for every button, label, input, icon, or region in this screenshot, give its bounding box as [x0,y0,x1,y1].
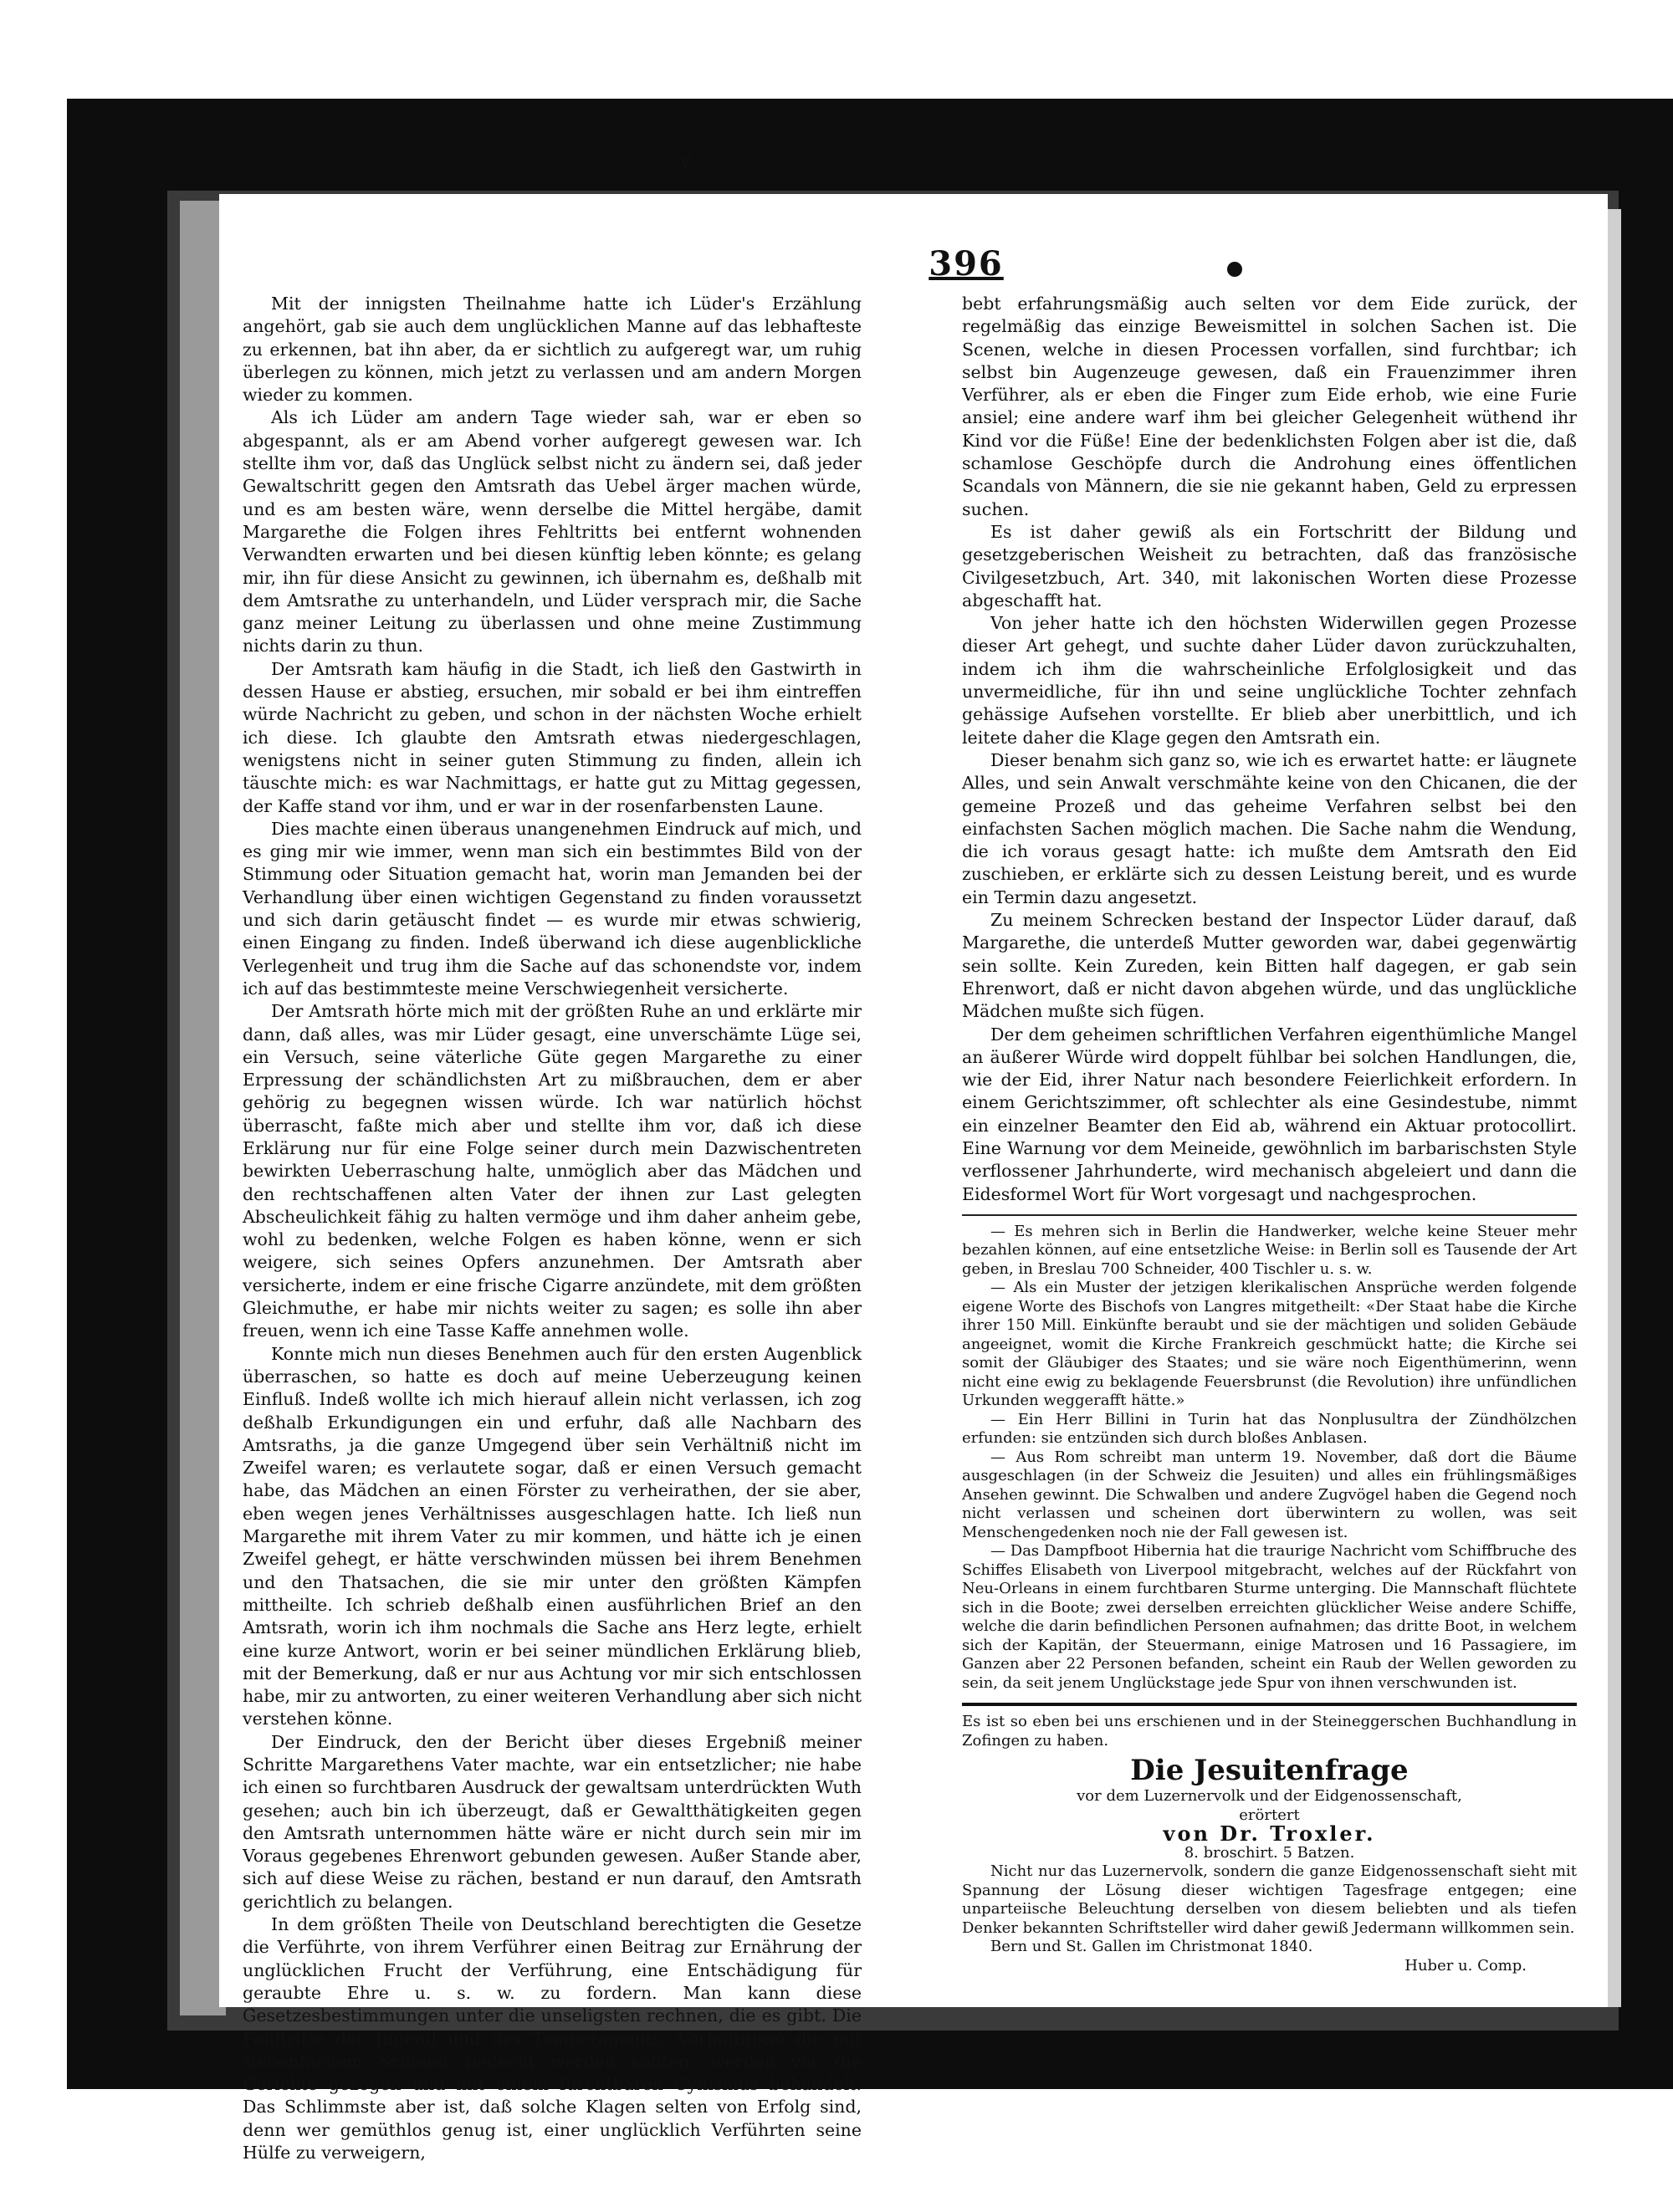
page-number: 396 [929,244,1004,284]
book-description: Nicht nur das Luzernervolk, sondern die ganze Eidgenossenschaft sieht mit Spannung der Lösung dieser wichtigen Tagesfrage entgegen; eine unparteiische Beleuchtung derselben von diesem beliebten und als tiefen Denker bekannten Schriftsteller wird daher gewiß Jedermann willkommen sein. [962,1862,1577,1937]
story-paragraph: Zu meinem Schrecken bestand der Inspector Lüder darauf, daß Margarethe, die unterdeß Mutter geworden war, dabei gegenwärtig sein sollte. Kein Zureden, kein Bitten half dagegen, er gab sein Ehrenwort, daß er nicht davon abgehen würde, und das unglückliche Mädchen mußte sich fügen. [962,910,1577,1022]
advertisement [962,1713,1577,1975]
news-item: — Ein Herr Billini in Turin hat das Nonplusultra der Zündhölzchen erfunden: sie entzünden sich durch bloßes Anblasen. [962,1410,1577,1448]
story-paragraph: Mit der innigsten Theilnahme hatte ich Lüder's Erzählung angehört, gab sie auch dem unglücklichen Manne auf das lebhafteste zu erkennen, bat ihn aber, da er sichtlich zu aufgeregt war, um ruhig überlegen zu können, mich jetzt zu verlassen und am andern Morgen wieder zu kommen. [243,294,862,406]
book-author: von Dr. Troxler. [1163,1821,1376,1847]
story-paragraph: Es ist daher gewiß als ein Fortschritt der Bildung und gesetzgeberischen Weisheit zu betrachten, daß das französische Civilgesetzbuch, Art. 340, mit lakonischen Worten diese Prozesse abgeschafft hat. [962,521,1577,610]
news-item: — Es mehren sich in Berlin die Handwerker, welche keine Steuer mehr bezahlen können, auf eine entsetzliche Weise: in Berlin soll es Tausende der Art geben, in Breslau 700 Schneider, 400 Tischler u. s. w. [962,1222,1577,1278]
ad-intro: Es ist so eben bei uns erschienen und in der Steineggerschen Buchhandlung in Zofingen zu haben. [962,1713,1577,1750]
story-paragraph: In dem größten Theile von Deutschland berechtigten die Gesetze die Verführte, von ihrem Verführer einen Beitrag zur Ernährung der unglücklichen Frucht der Verführung, eine Entschädigung für geraubte Ehre u. s. w. zu fordern. Man kann diese Gesetzesbestimmungen unter die unseligsten rechnen, die es gibt. Die Fehltritte der Jugend und des Temperaments, Verhältnisse die mit siebenfachem Schleier bedeckt werden sollten, werden vor die Gerichte gezogen und mit einem furchtbaren Cynismus behandelt. Das Schlimmste aber ist, daß solche Klagen selten von Erfolg sind, denn wer gemüthlos genug ist, einer unglücklich Verführten seine Hülfe zu verweigern, [243,1914,862,2163]
book-subtitle: vor dem Luzernervolk und der Eidgenossenschaft, [1077,1787,1462,1806]
story-paragraph: Dieser benahm sich ganz so, wie ich es erwartet hatte: er läugnete Alles, und sein Anwalt verschmähte keine von den Chicanen, die der gemeine Prozeß und das geheime Verfahren selbst bei den einfachsten Sachen möglich machen. Die Sache nahm die Wendung, die ich voraus gesagt hatte: ich mußte dem Amtsrath den Eid zuschieben, er erklärte sich zu dessen Leistung bereit, und es wurde ein Termin dazu angesetzt. [962,749,1577,907]
story-paragraph: Dies machte einen überaus unangenehmen Eindruck auf mich, und es ging mir wie immer, wenn man sich ein bestimmtes Bild von der Stimmung oder Situation gemacht hat, worin man Jemanden bei der Verhandlung über einen wichtigen Gegenstand zu finden voraussetzt und sich darin getäuscht findet — es wurde mir etwas schwierig, einen Eingang zu finden. Indeß überwand ich diese augenblickliche Verlegenheit und trug ihm die Sache auf das schonendste vor, indem ich auf das bestimmteste meine Verschwiegenheit versicherte. [243,818,862,999]
story-paragraph: Als ich Lüder am andern Tage wieder sah, war er eben so abgespannt, als er am Abend vorher aufgeregt gewesen war. Ich stellte ihm vor, daß das Unglück selbst nicht zu ändern sei, daß jeder Gewaltschritt gegen den Amtsrath das Uebel ärger machen würde, und es am besten wäre, wenn derselbe die Mittel hergäbe, damit Margarethe die Folgen ihres Fehltritts bei entfernt wohnenden Verwandten erwarten und bei diesen künftig leben könnte; es gelang mir, ihn für diese Ansicht zu gewinnen, ich übernahm es, deßhalb mit dem Amtsrathe zu unterhandeln, und Lüder versprach mir, die Sache ganz meiner Leitung zu überlassen und ohne meine Zustimmung nichts darin zu thun. [243,407,862,656]
advertisement-divider [962,1703,1577,1706]
story-paragraph: Von jeher hatte ich den höchsten Widerwillen gegen Prozesse dieser Art gehegt, und suchte daher Lüder davon zurückzuhalten, indem ich ihm die wahrscheinliche Erfolglosigkeit und das unvermeidliche, für ihn und seine unglückliche Tochter zehnfach gehässige Aufsehen vorstellte. Er blieb aber unerbittlich, und ich leitete daher die Klage gegen den Amtsrath ein. [962,613,1577,748]
margin-mark: v [680,151,691,172]
page-stack-left [180,201,226,2015]
story-paragraph: Der Amtsrath kam häufig in die Stadt, ich ließ den Gastwirth in dessen Hause er abstieg, ersuchen, mir sobald er bei ihm eintreffen würde Nachricht zu geben, und schon in der nächsten Woche erhielt ich diese. Ich glaubte den Amtsrath etwas niedergeschlagen, wenigstens nicht in seiner guten Stimmung zu finden, allein ich täuschte mich: es war Nachmittags, er hatte gut zu Mittag gegessen, der Kaffe stand vor ihm, und er war in der rosenfarbensten Laune. [243,658,862,816]
story-paragraph: bebt erfahrungsmäßig auch selten vor dem Eide zurück, der regelmäßig das einzige Beweismittel in solchen Sachen ist. Die Scenen, welche in diesen Processen vorfallen, sind furchtbar; ich selbst bin Augenzeuge gewesen, daß ein Frauenzimmer ihren Verführer, als er eben die Finger zum Eide erhob, wie eine Furie ansiel; eine andere warf ihm bei gleicher Gelegenheit wüthend ihr Kind vor die Füße! Eine der bedenklichsten Folgen aber ist die, daß schamlose Geschöpfe durch die Androhung eines öffentlichen Scandals von Männern, die sie nie gekannt haben, Geld zu erpressen suchen. [962,294,1577,519]
book-format: 8. broschirt. 5 Batzen. [1184,1843,1355,1862]
news-section [962,1223,1577,1693]
story-paragraph: Der dem geheimen schriftlichen Verfahren eigenthümliche Mangel an äußerer Würde wird doppelt fühlbar bei solchen Handlungen, die, wie der Eid, ihrer Natur nach besondere Feierlichkeit erfordern. In einem Gerichtszimmer, oft schlechter als eine Gesindestube, nimmt ein einzelner Beamter den Eid ab, während ein Aktuar protocollirt. Eine Warnung vor dem Meineide, gewöhnlich im barbarischsten Style verflossener Jahrhunderte, wird mechanisch abgeleiert und dann die Eidesformel Wort für Wort vorgesagt und nachgesprochen. [962,1024,1577,1204]
book-title: Die Jesuitenfrage [1130,1754,1409,1788]
story-paragraph: Der Amtsrath hörte mich mit der größten Ruhe an und erklärte mir dann, daß alles, was mir Lüder gesagt, eine unverschämte Lüge sei, ein Versuch, seine väterliche Güte gegen Margarethe zu einer Erpressung der schändlichsten Art zu mißbrauchen, dem er aber gehörig zu begegnen wissen würde. Ich war natürlich höchst überrascht, faßte mich aber und stellte ihm vor, daß ich diese Erklärung nur für eine Folge seiner durch mein Dazwischentreten bewirkten Ueberraschung halte, unmöglich aber das Mädchen und den rechtschaffenen alten Vater der ihnen zur Last gelegten Abscheulichkeit fähig zu halten vermöge und ihm daher anheim gebe, wohl zu bedenken, welche Folgen es haben könne, wenn er sich weigere, sich seines Opfers anzunehmen. Der Amtsrath aber versicherte, indem er eine frische Cigarre anzündete, mit dem größten Gleichmuthe, er habe mir nichts weiter zu sagen; es solle ihn aber freuen, wenn ich eine Tasse Kaffe annehmen wolle. [243,1001,862,1341]
news-item: — Aus Rom schreibt man unterm 19. November, daß dort die Bäume ausgeschlagen (in der Schweiz die Jesuiten) und alles ein frühlingsmäßiges Ansehen gewinnt. Die Schwalben und andere Zugvögel haben die Gegend noch nicht verlassen und scheinen dort überwintern zu wollen, was seit Menschengedenken noch nie der Fall gewesen ist. [962,1448,1577,1541]
ad-place-date: Bern und St. Gallen im Christmonat 1840. [990,1938,1313,1956]
book-discussed: erörtert [1239,1806,1300,1824]
section-divider [962,1214,1577,1216]
left-column [243,293,862,2164]
news-item: — Als ein Muster der jetzigen klerikalischen Ansprüche werden folgende eigene Worte des Bischofs von Langres mitgetheilt: «Der Staat habe die Kirche ihrer 150 Mill. Einkünfte beraubt und sie der mächtigen und soliden Gebäude angeeignet, womit die Kirche Frankreich geschmückt hatte; die Kirche sei somit der Gläubiger des Staates; und sie wäre noch Eigenthümerinn, wenn nicht eine ewig zu beklagende Feuersbrunst (die Revolution) ihre unfündlichen Urkunden weggerafft hätte.» [962,1279,1577,1410]
story-paragraph: Konnte mich nun dieses Benehmen auch für den ersten Augenblick überraschen, so hatte es doch auf meine Ueberzeugung keinen Einfluß. Indeß wollte ich mich hierauf allein nicht verlassen, ich zog deßhalb Erkundigungen ein und erfuhr, daß alle Nachbarn des Amtsraths, ja die ganze Umgegend über sein Verhältniß nicht im Zweifel waren; es verlautete sogar, daß er einen Versuch gemacht habe, das Mädchen an einen Förster zu verheirathen, der sie aber, eben wegen jenes Verhältnisses ausgeschlagen hatte. Ich ließ nun Margarethe mit ihrem Vater zu mir kommen, und hätte ich je einen Zweifel gehegt, er hätte verschwinden müssen bei ihrem Benehmen und den Thatsachen, die sie mir unter den größten Kämpfen mittheilte. Ich schrieb deßhalb einen ausführlichen Brief an den Amtsrath, worin ich ihm nochmals die Sache ans Herz legte, erhielt eine kurze Antwort, worin er bei seiner mündlichen Erklärung blieb, mit der Bemerkung, daß er nur aus Achtung vor mir sich entschlossen habe, mir zu antworten, zu einer weiteren Verhandlung aber sich nicht verstehen könne. [243,1343,862,1729]
news-item: — Das Dampfboot Hibernia hat die traurige Nachricht vom Schiffbruche des Schiffes Elisabeth von Liverpool mitgebracht, welches auf der Rückfahrt von Neu-Orleans in einem furchtbaren Sturme unterging. Die Mannschaft flüchtete sich in die Boote; zwei derselben erreichten glücklicher Weise andere Schiffe, welche die darin befindlichen Personen aufnahmen; das dritte Boot, in welchem sich der Kapitän, der Steuermann, einige Matrosen und 16 Passagiere, im Ganzen aber 22 Personen befanden, scheint ein Raub der Wellen geworden zu sein, da seit jenem Unglückstage jede Spur von ihnen verschwunden ist. [962,1542,1577,1692]
right-column [962,293,1577,1975]
newspaper-page [243,194,1581,2163]
ad-publisher: Huber u. Comp. [1404,1956,1527,1974]
page-stack-right [1608,209,1621,2007]
story-paragraph: Der Eindruck, den der Bericht über dieses Ergebniß meiner Schritte Margarethens Vater machte, war ein entsetzlicher; nie habe ich einen so furchtbaren Ausdruck der gewaltsam unterdrückten Wuth gesehen; auch bin ich überzeugt, daß er Gewaltthätigkeiten gegen den Amtsrath unternommen hätte wäre er nicht durch sein mir im Voraus gegebenes Ehrenwort gebunden gewesen. Außer Stande aber, sich auf diese Weise zu rächen, bestand er nun darauf, den Amtsrath gerichtlich zu belangen. [243,1731,862,1912]
